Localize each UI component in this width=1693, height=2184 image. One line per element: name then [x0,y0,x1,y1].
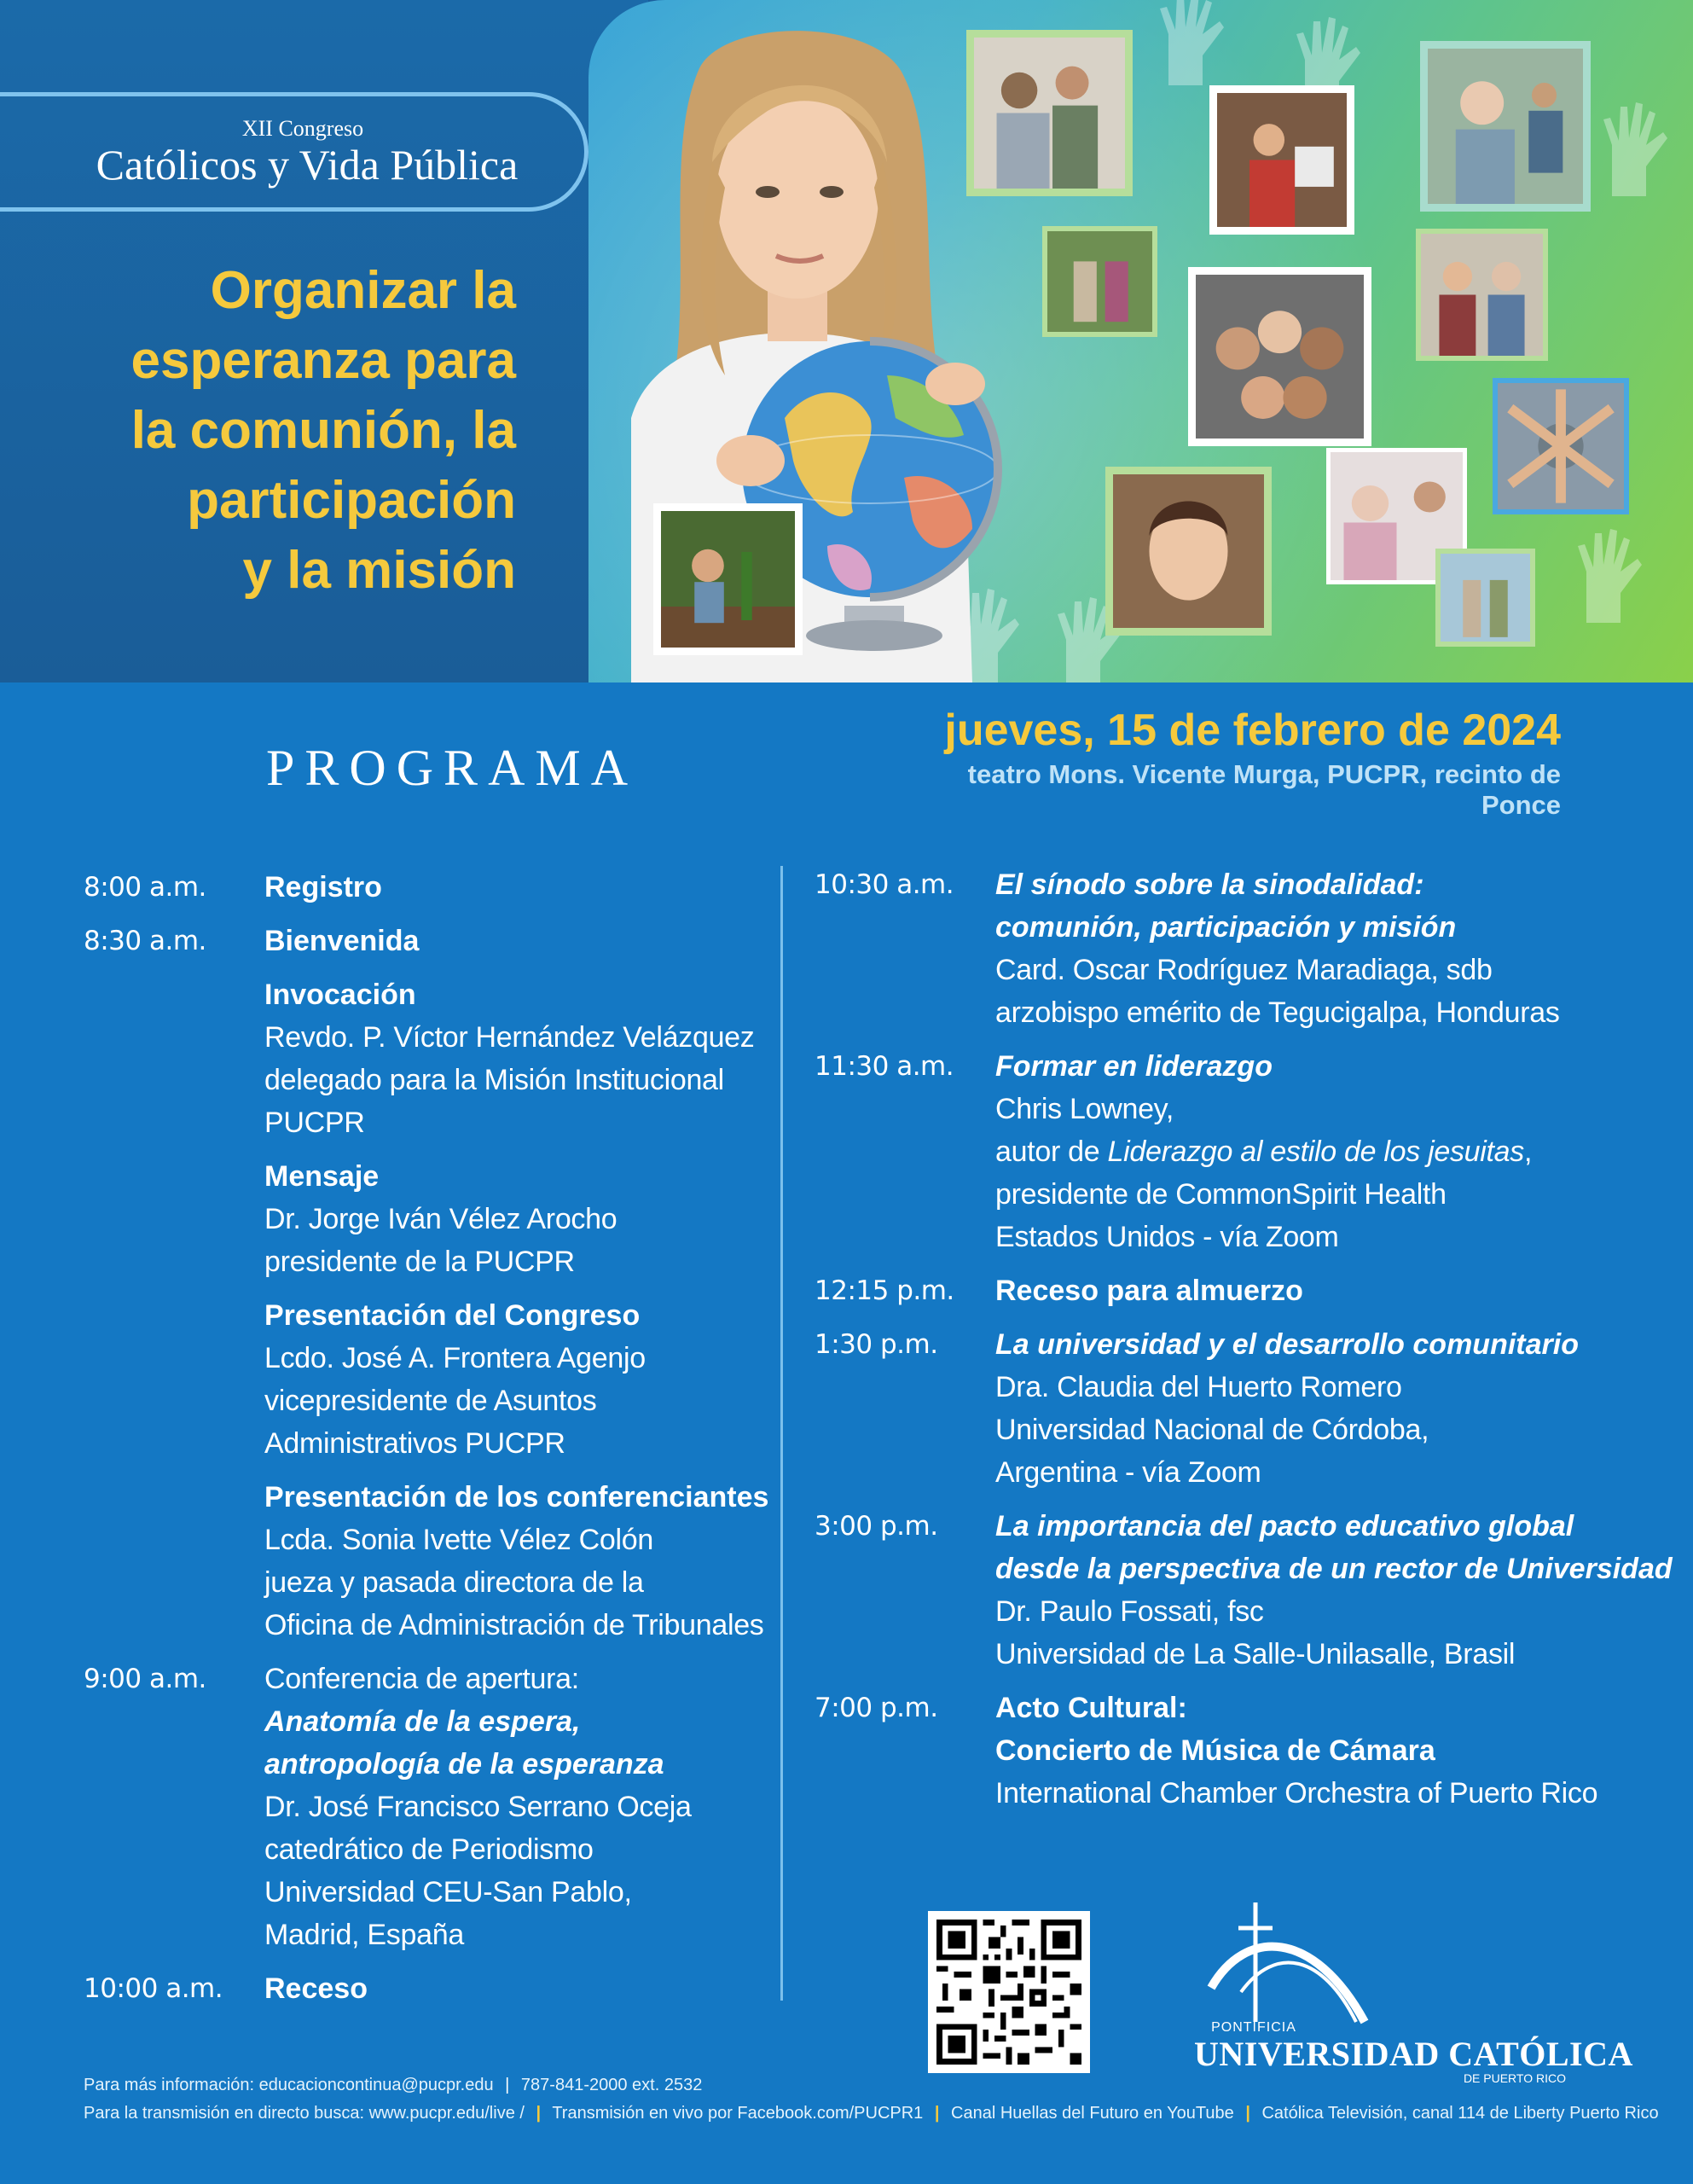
photo-diverse-group [1188,267,1371,446]
entry-line: presidente de la PUCPR [264,1246,575,1278]
entry-line: Universidad de La Salle-Unilasalle, Brasil [995,1638,1516,1670]
entry-line: catedrático de Periodismo [264,1833,594,1866]
hero-title-line: participación [187,471,516,530]
entry-title: Registro [264,871,382,903]
schedule-left-column [84,866,783,2021]
schedule-entry [84,920,783,1647]
entry-title: desde la perspectiva de un rector de Universidad [995,1553,1673,1585]
entry-time: 9:00 a.m. [84,1664,206,1694]
entry-line: Argentina - vía Zoom [995,1456,1261,1489]
photo-elderly-volunteers [1420,41,1591,212]
stream-website[interactable]: Para la transmisión en directo busca: www.pucpr.edu/live / [84,2104,525,2123]
entry-line: Chris Lowney, [995,1093,1174,1125]
stream-tv: Católica Televisión, canal 114 de Liberty Puerto Rico [1261,2104,1659,2123]
entry-title: Invocación [264,979,416,1011]
entry-line: Dr. Paulo Fossati, fsc [995,1595,1264,1628]
photo-planting-tree [653,503,803,655]
photo-walking [1042,226,1157,337]
entry-line: International Chamber Orchestra of Puerto Rico [995,1777,1598,1809]
entry-time: 8:00 a.m. [84,872,206,903]
logo-subtitle: DE PUERTO RICO [1463,2071,1566,2085]
hand-icon [1151,0,1228,85]
schedule-right-column [815,863,1673,1826]
entry-line: Dr. Jorge Iván Vélez Arocho [264,1203,617,1235]
entry-title: Acto Cultural: [995,1692,1187,1724]
entry-title: Bienvenida [264,925,420,957]
book-title: Liderazgo al estilo de los jesuitas [1107,1136,1524,1168]
event-date: jueves, 15 de febrero de 2024 [944,706,1561,755]
qr-code-icon[interactable] [928,1911,1090,2073]
entry-line: Oficina de Administración de Tribunales [264,1609,764,1641]
programa-heading: PROGRAMA [266,740,639,796]
entry-title: Presentación de los conferenciantes [264,1481,769,1513]
entry-title: Receso para almuerzo [995,1275,1303,1307]
photo-hands-circle [1493,378,1629,514]
schedule-entry [84,1967,783,2010]
hero-title [51,256,516,606]
congress-name: Católicos y Vida Pública [96,141,519,189]
entry-title: antropología de la esperanza [264,1748,664,1780]
university-logo[interactable] [1194,1894,1633,2085]
entry-line: Lcda. Sonia Ivette Vélez Colón [264,1524,653,1556]
photo-couple [1435,549,1535,647]
entry-title: Presentación del Congreso [264,1299,641,1332]
entry-line: Card. Oscar Rodríguez Maradiaga, sdb [995,954,1493,986]
entry-time: 3:00 p.m. [815,1511,938,1542]
schedule-entry [815,863,1633,1034]
entry-line: jueza y pasada directora de la [264,1566,644,1599]
hero-banner [0,0,1693,682]
entry-line: presidente de CommonSpirit Health [995,1178,1447,1211]
cross-arch-logo-icon [1194,1894,1578,2030]
schedule-entry [84,866,783,909]
congress-edition: XII Congreso [241,116,364,141]
entry-time: 10:00 a.m. [84,1973,223,2004]
logo-name: UNIVERSIDAD CATÓLICA [1194,2035,1633,2073]
entry-title: Mensaje [264,1160,380,1193]
entry-line: Universidad CEU-San Pablo, [264,1876,632,1908]
entry-line: Lcdo. José A. Frontera Agenjo [264,1342,646,1374]
stream-youtube[interactable]: Canal Huellas del Futuro en YouTube [951,2104,1234,2123]
entry-title: Anatomía de la espera, [264,1705,581,1738]
photo-group-hug [966,30,1133,196]
hero-title-line: y la misión [242,541,516,600]
entry-line: Estados Unidos - vía Zoom [995,1221,1339,1253]
entry-line: Administrativos PUCPR [264,1427,565,1460]
hand-icon [1569,529,1646,623]
hero-title-line: Organizar la [210,261,516,320]
footer-contact: Para más información: educacioncontinua@pucpr.edu | 787-841-2000 ext. 2532 [84,2076,703,2094]
schedule-entry [815,1505,1673,1676]
event-venue: teatro Mons. Vicente Murga, PUCPR, recinto de Ponce [967,759,1561,820]
entry-title: Formar en liderazgo [995,1050,1273,1083]
info-label: Para más información: [84,2076,255,2094]
schedule-entry [84,1658,783,1956]
stream-facebook[interactable]: Transmisión en vivo por Facebook.com/PUCPR1 [552,2104,924,2123]
photo-smiling-woman [1105,467,1272,636]
hero-title-line: la comunión, la [130,401,516,460]
entry-title: El sínodo sobre la sinodalidad: [995,868,1424,901]
entry-line: Revdo. P. Víctor Hernández Velázquez [264,1021,755,1054]
logo-pontificia: PONTIFICIA [1211,2020,1296,2035]
entry-line: delegado para la Misión Institucional [264,1064,724,1096]
entry-title: Concierto de Música de Cámara [995,1734,1435,1767]
entry-title: La importancia del pacto educativo global [995,1510,1574,1542]
schedule-entry [815,1045,1633,1258]
footer-streaming: Para la transmisión en directo busca: www.pucpr.edu/live / | Transmisión en vivo por Facebook.com/PUCPR1 | Canal Huellas del Futuro en YouTube | Católica Televisión, canal 114 de Liberty Puerto Rico [84,2104,1659,2123]
schedule-entry [815,1687,1633,1815]
entry-time: 10:30 a.m. [815,869,954,900]
entry-line: Dr. José Francisco Serrano Oceja [264,1791,692,1823]
hero-title-line: esperanza para [130,331,516,390]
entry-time: 7:00 p.m. [815,1693,938,1723]
entry-title: comunión, participación y misión [995,911,1457,944]
schedule-entry [815,1269,1633,1312]
entry-time: 1:30 p.m. [815,1329,938,1360]
entry-line: Dra. Claudia del Huerto Romero [995,1371,1402,1403]
hand-icon [1595,102,1672,196]
photo-reading [1416,229,1548,361]
entry-line: arzobispo emérito de Tegucigalpa, Honduras [995,996,1560,1029]
photo-workplace [1209,85,1354,235]
entry-line: vicepresidente de Asuntos [264,1385,597,1417]
entry-time: 8:30 a.m. [84,926,206,956]
entry-line: Madrid, España [264,1919,464,1951]
entry-line: PUCPR [264,1107,365,1139]
entry-title: Receso [264,1972,368,2005]
entry-title: La universidad y el desarrollo comunitario [995,1328,1579,1361]
contact-email[interactable]: educacioncontinua@pucpr.edu [258,2076,494,2094]
entry-time: 12:15 p.m. [815,1275,954,1306]
entry-line: Universidad Nacional de Córdoba, [995,1414,1429,1446]
contact-phone[interactable]: 787-841-2000 ext. 2532 [520,2076,703,2094]
entry-line: autor de Liderazgo al estilo de los jesuitas, [995,1136,1533,1168]
entry-time: 11:30 a.m. [815,1051,954,1082]
schedule-entry [815,1323,1633,1494]
entry-intro: Conferencia de apertura: [264,1663,579,1695]
